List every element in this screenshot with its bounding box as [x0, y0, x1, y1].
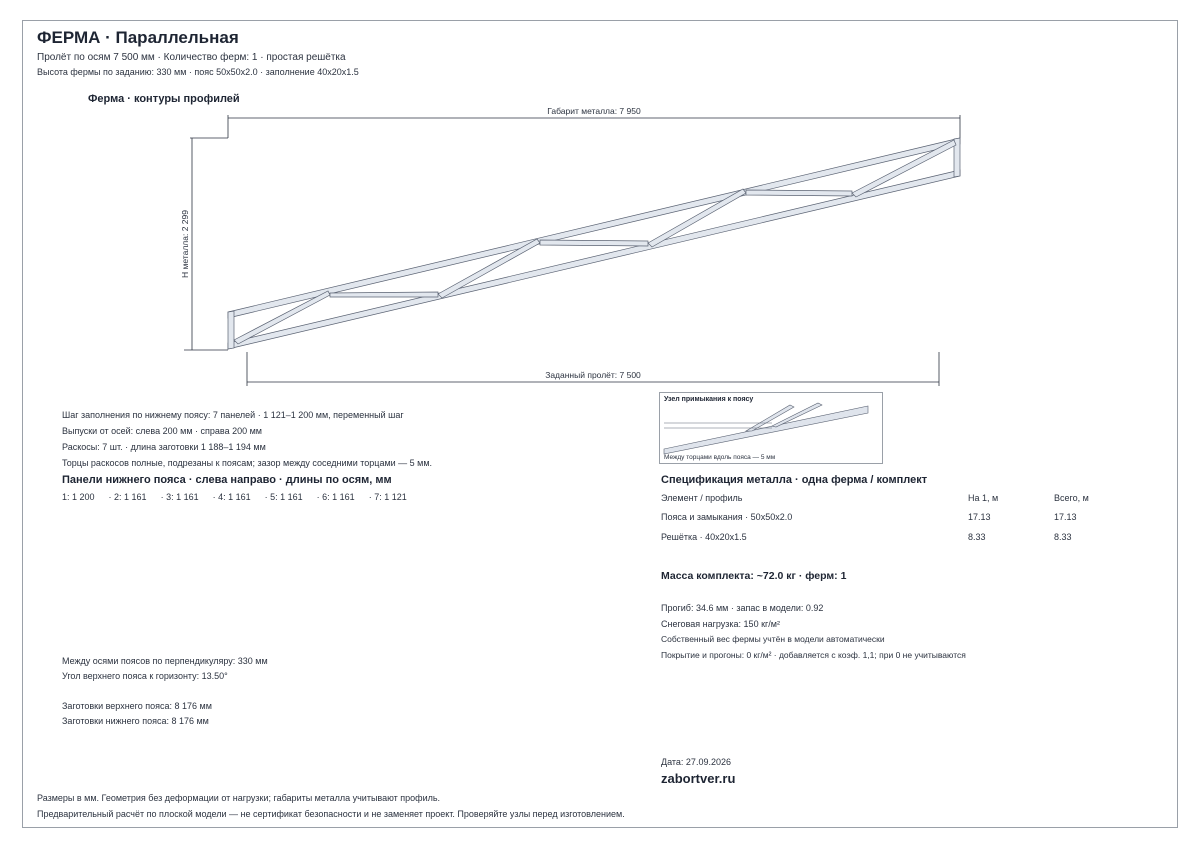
panel-item: 3: 1 161: [166, 492, 199, 502]
top-chord: [228, 138, 960, 318]
panel-item: 7: 1 121: [374, 492, 407, 502]
note-step: Шаг заполнения по нижнему поясу: 7 панелей · 1 121–1 200 мм, переменный шаг: [62, 410, 404, 420]
own-weight: Собственный вес фермы учтён в модели автоматически: [661, 634, 885, 644]
spec-row-lattice-name: Решётка · 40x20x1.5: [661, 532, 747, 542]
deflection: Прогиб: 34.6 мм · запас в модели: 0.92: [661, 603, 824, 613]
brace-3: [438, 239, 540, 298]
spec-col-total: Всего, м: [1054, 493, 1089, 503]
axes-distance: Между осями поясов по перпендикуляру: 330 мм: [62, 656, 268, 666]
panel-item: 4: 1 161: [218, 492, 251, 502]
note-ends: Торцы раскосов полные, подрезаны к поясам; зазор между соседними торцами — 5 мм.: [62, 458, 433, 468]
brace-4: [540, 240, 648, 246]
metal-height-dimension: [184, 138, 228, 350]
node-detail-caption: Между торцами вдоль пояса — 5 мм: [664, 454, 776, 461]
spec-row-chords-per-one: 17.13: [968, 512, 991, 522]
footer-note-1: Размеры в мм. Геометрия без деформации от нагрузки; габариты металла учитывают профиль.: [37, 793, 441, 803]
panel-item: 6: 1 161: [322, 492, 355, 502]
brace-2: [330, 292, 438, 297]
truss: [228, 138, 960, 349]
spec-row-lattice-total: 8.33: [1054, 532, 1072, 542]
truss-drawing: [0, 0, 1200, 400]
brace-6: [746, 190, 852, 196]
span-label: Заданный пролёт: 7 500: [545, 370, 641, 380]
panel-item: 2: 1 161: [114, 492, 147, 502]
spec-row-lattice-per-one: 8.33: [968, 532, 986, 542]
kit-mass: Масса комплекта: ~72.0 кг · ферм: 1: [661, 570, 847, 582]
header-line-1: Пролёт по осям 7 500 мм · Количество ферм: 1 · простая решётка: [37, 52, 346, 63]
date: Дата: 27.09.2026: [661, 757, 731, 767]
bottom-chord-blanks: Заготовки нижнего пояса: 8 176 мм: [62, 716, 209, 726]
spec-row-chords-name: Пояса и замыкания · 50x50x2.0: [661, 512, 793, 522]
panels-title: Панели нижнего пояса · слева направо · длины по осям, мм: [62, 474, 392, 486]
span-dimension: [247, 352, 939, 386]
node-detail-title: Узел примыкания к поясу: [664, 396, 754, 403]
page-title: ФЕРМА · Параллельная: [37, 28, 239, 47]
node-detail-box: [659, 392, 883, 464]
top-chord-blanks: Заготовки верхнего пояса: 8 176 мм: [62, 701, 212, 711]
end-post-left: [228, 311, 234, 349]
note-overhangs: Выпуски от осей: слева 200 мм · справа 200 мм: [62, 426, 262, 436]
chord-angle: Угол верхнего пояса к горизонту: 13.50°: [62, 671, 228, 681]
spec-col-element: Элемент / профиль: [661, 493, 743, 503]
footer-note-2: Предварительный расчёт по плоской модели — не сертификат безопасности и не заменяет проект. Проверяйте узлы перед изготовлением.: [37, 809, 625, 819]
metal-width-dimension: [190, 115, 960, 138]
header-line-2: Высота фермы по заданию: 330 мм · пояс 50x50x2.0 · заполнение 40x20x1.5: [37, 67, 359, 77]
brand-logo: zabortver.ru: [661, 771, 736, 786]
spec-col-per-one: На 1, м: [968, 493, 999, 503]
metal-height-label: H металла: 2 299: [180, 210, 190, 278]
snow-load: Снеговая нагрузка: 150 кг/м²: [661, 619, 780, 629]
panels-list: 1: 1 200 · 2: 1 161 · 3: 1 161 · 4: 1 161 · 5: 1 161 · 6: 1 161 · 7: 1 121: [62, 492, 407, 502]
note-braces: Раскосы: 7 шт. · длина заготовки 1 188–1 194 мм: [62, 442, 266, 452]
drawing-title: Ферма · контуры профилей: [88, 93, 240, 105]
spec-title: Спецификация металла · одна ферма / комплект: [661, 474, 928, 486]
metal-width-label: Габарит металла: 7 950: [547, 106, 641, 116]
panel-item: 1: 1 200: [62, 492, 95, 502]
roofing-load: Покрытие и прогоны: 0 кг/м² · добавляется с коэф. 1,1; при 0 не учитываются: [661, 650, 966, 660]
node-detail-drawing: [660, 393, 882, 463]
spec-row-chords-total: 17.13: [1054, 512, 1077, 522]
panel-item: 5: 1 161: [270, 492, 303, 502]
bottom-chord: [228, 170, 960, 349]
